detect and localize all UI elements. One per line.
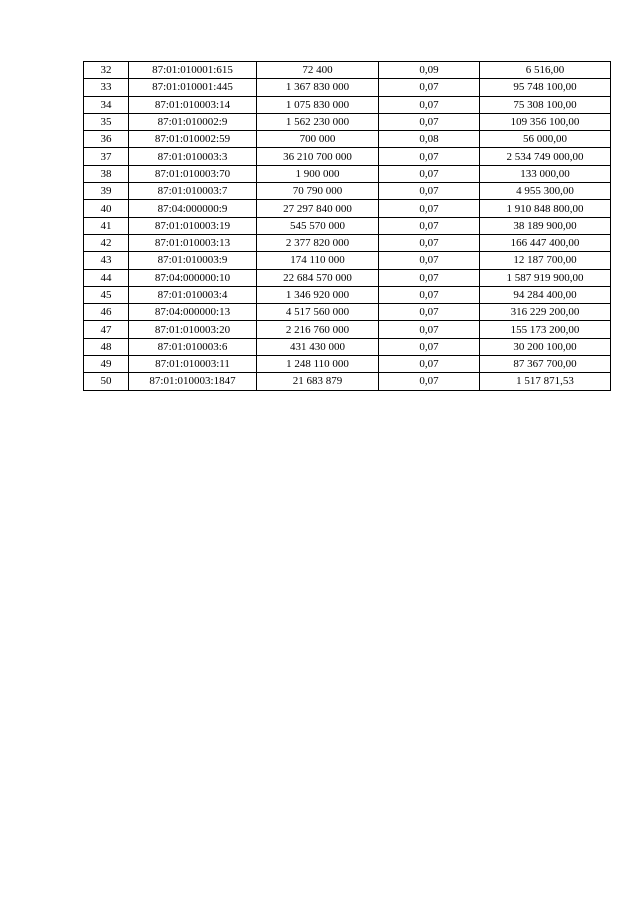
cadastral-table xyxy=(83,61,611,391)
table-row xyxy=(84,356,611,373)
row-number: 39 xyxy=(84,183,129,200)
rate: 0,07 xyxy=(379,217,480,234)
row-number: 41 xyxy=(84,217,129,234)
amount: 56 000,00 xyxy=(480,131,611,148)
cadastral-number: 87:01:010003:19 xyxy=(129,217,257,234)
rate: 0,07 xyxy=(379,165,480,182)
row-number: 32 xyxy=(84,62,129,79)
cadastral-value: 1 367 830 000 xyxy=(257,79,379,96)
amount: 1 910 848 800,00 xyxy=(480,200,611,217)
cadastral-number: 87:01:010003:13 xyxy=(129,234,257,251)
amount: 95 748 100,00 xyxy=(480,79,611,96)
row-number: 43 xyxy=(84,252,129,269)
cadastral-number: 87:01:010002:59 xyxy=(129,131,257,148)
cadastral-number: 87:01:010003:70 xyxy=(129,165,257,182)
cadastral-number: 87:01:010003:20 xyxy=(129,321,257,338)
cadastral-value: 431 430 000 xyxy=(257,338,379,355)
cadastral-value: 2 216 760 000 xyxy=(257,321,379,338)
row-number: 40 xyxy=(84,200,129,217)
cadastral-number: 87:01:010002:9 xyxy=(129,113,257,130)
rate: 0,07 xyxy=(379,234,480,251)
cadastral-value: 2 377 820 000 xyxy=(257,234,379,251)
amount: 2 534 749 000,00 xyxy=(480,148,611,165)
cadastral-value: 545 570 000 xyxy=(257,217,379,234)
table-row xyxy=(84,113,611,130)
cadastral-value: 4 517 560 000 xyxy=(257,304,379,321)
cadastral-number: 87:01:010001:615 xyxy=(129,62,257,79)
table-row xyxy=(84,286,611,303)
amount: 6 516,00 xyxy=(480,62,611,79)
cadastral-number: 87:01:010003:4 xyxy=(129,286,257,303)
cadastral-value: 174 110 000 xyxy=(257,252,379,269)
table-row xyxy=(84,165,611,182)
amount: 94 284 400,00 xyxy=(480,286,611,303)
cadastral-number: 87:01:010003:6 xyxy=(129,338,257,355)
amount: 75 308 100,00 xyxy=(480,96,611,113)
cadastral-value: 1 900 000 xyxy=(257,165,379,182)
table-row xyxy=(84,200,611,217)
table-row xyxy=(84,96,611,113)
amount: 1 517 871,53 xyxy=(480,373,611,390)
amount: 12 187 700,00 xyxy=(480,252,611,269)
cadastral-value: 36 210 700 000 xyxy=(257,148,379,165)
table-row xyxy=(84,62,611,79)
rate: 0,07 xyxy=(379,79,480,96)
row-number: 37 xyxy=(84,148,129,165)
table-row xyxy=(84,304,611,321)
amount: 109 356 100,00 xyxy=(480,113,611,130)
table-body xyxy=(84,62,611,391)
table-row xyxy=(84,79,611,96)
cadastral-number: 87:01:010001:445 xyxy=(129,79,257,96)
rate: 0,07 xyxy=(379,321,480,338)
cadastral-number: 87:04:000000:10 xyxy=(129,269,257,286)
rate: 0,07 xyxy=(379,338,480,355)
table-row xyxy=(84,217,611,234)
rate: 0,07 xyxy=(379,286,480,303)
rate: 0,07 xyxy=(379,269,480,286)
row-number: 47 xyxy=(84,321,129,338)
amount: 30 200 100,00 xyxy=(480,338,611,355)
cadastral-number: 87:01:010003:3 xyxy=(129,148,257,165)
cadastral-number: 87:04:000000:13 xyxy=(129,304,257,321)
row-number: 48 xyxy=(84,338,129,355)
row-number: 49 xyxy=(84,356,129,373)
row-number: 34 xyxy=(84,96,129,113)
row-number: 35 xyxy=(84,113,129,130)
amount: 87 367 700,00 xyxy=(480,356,611,373)
cadastral-value: 72 400 xyxy=(257,62,379,79)
cadastral-value: 1 075 830 000 xyxy=(257,96,379,113)
cadastral-value: 1 346 920 000 xyxy=(257,286,379,303)
cadastral-number: 87:04:000000:9 xyxy=(129,200,257,217)
rate: 0,08 xyxy=(379,131,480,148)
amount: 166 447 400,00 xyxy=(480,234,611,251)
amount: 133 000,00 xyxy=(480,165,611,182)
amount: 155 173 200,00 xyxy=(480,321,611,338)
cadastral-number: 87:01:010003:7 xyxy=(129,183,257,200)
table-row xyxy=(84,131,611,148)
rate: 0,07 xyxy=(379,373,480,390)
amount: 38 189 900,00 xyxy=(480,217,611,234)
cadastral-number: 87:01:010003:14 xyxy=(129,96,257,113)
cadastral-value: 1 562 230 000 xyxy=(257,113,379,130)
rate: 0,07 xyxy=(379,356,480,373)
row-number: 36 xyxy=(84,131,129,148)
table-row xyxy=(84,148,611,165)
rate: 0,07 xyxy=(379,200,480,217)
rate: 0,09 xyxy=(379,62,480,79)
table-row xyxy=(84,252,611,269)
cadastral-value: 22 684 570 000 xyxy=(257,269,379,286)
amount: 1 587 919 900,00 xyxy=(480,269,611,286)
row-number: 44 xyxy=(84,269,129,286)
cadastral-number: 87:01:010003:11 xyxy=(129,356,257,373)
row-number: 46 xyxy=(84,304,129,321)
amount: 4 955 300,00 xyxy=(480,183,611,200)
rate: 0,07 xyxy=(379,96,480,113)
cadastral-value: 27 297 840 000 xyxy=(257,200,379,217)
cadastral-value: 21 683 879 xyxy=(257,373,379,390)
rate: 0,07 xyxy=(379,252,480,269)
table-row xyxy=(84,338,611,355)
table-row xyxy=(84,269,611,286)
rate: 0,07 xyxy=(379,183,480,200)
rate: 0,07 xyxy=(379,148,480,165)
table-row xyxy=(84,183,611,200)
table-row xyxy=(84,234,611,251)
row-number: 42 xyxy=(84,234,129,251)
amount: 316 229 200,00 xyxy=(480,304,611,321)
table-row xyxy=(84,373,611,390)
rate: 0,07 xyxy=(379,304,480,321)
row-number: 45 xyxy=(84,286,129,303)
cadastral-value: 70 790 000 xyxy=(257,183,379,200)
row-number: 33 xyxy=(84,79,129,96)
row-number: 38 xyxy=(84,165,129,182)
cadastral-value: 1 248 110 000 xyxy=(257,356,379,373)
table-row xyxy=(84,321,611,338)
cadastral-number: 87:01:010003:9 xyxy=(129,252,257,269)
rate: 0,07 xyxy=(379,113,480,130)
row-number: 50 xyxy=(84,373,129,390)
cadastral-value: 700 000 xyxy=(257,131,379,148)
cadastral-number: 87:01:010003:1847 xyxy=(129,373,257,390)
